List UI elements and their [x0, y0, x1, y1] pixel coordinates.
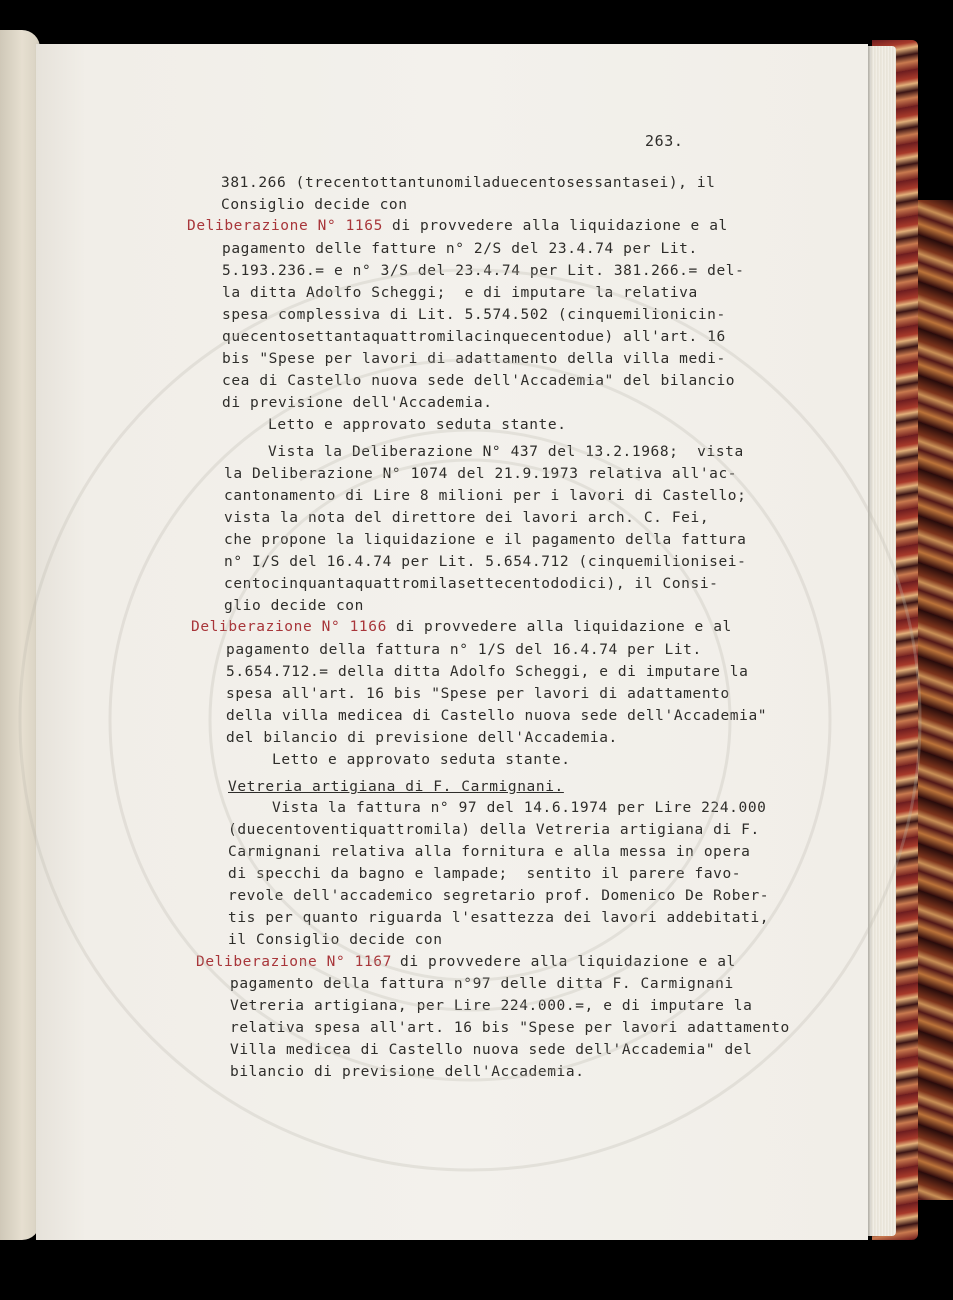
text-line: Consiglio decide con	[221, 197, 408, 213]
text-line: che propone la liquidazione e il pagamento della fattura	[224, 532, 747, 548]
deliberazione-label: Deliberazione N° 1165	[187, 218, 383, 234]
text-line: di provvedere alla liquidazione e al	[396, 619, 732, 635]
text-line: Vista la fattura n° 97 del 14.6.1974 per Lire 224.000	[272, 800, 767, 816]
deliberazione-label: Deliberazione N° 1167	[196, 954, 392, 970]
text-line: di provvedere alla liquidazione e al	[392, 218, 728, 234]
text-line: (duecentoventiquattromila) della Vetreria artigiana di F.	[228, 822, 760, 838]
text-line: pagamento della fattura n° 1/S del 16.4.74 per Lit.	[226, 642, 702, 658]
text-line: Letto e approvato seduta stante.	[268, 417, 567, 433]
text-line: Carmignani relativa alla fornitura e alla messa in opera	[228, 844, 751, 860]
text-line: 381.266 (trecentottantunomiladuecentosessantasei), il	[221, 175, 716, 191]
text-line: di provvedere alla liquidazione e al	[400, 954, 736, 970]
text-line: n° I/S del 16.4.74 per Lit. 5.654.712 (cinquemilionisei-	[224, 554, 747, 570]
text-line: revole dell'accademico segretario prof. Domenico De Rober-	[228, 888, 770, 904]
text-line: bilancio di previsione dell'Accademia.	[230, 1064, 585, 1080]
text-line: relativa spesa all'art. 16 bis "Spese per lavori adattamento	[230, 1020, 790, 1036]
text-line: di previsione dell'Accademia.	[222, 395, 493, 411]
text-line: di specchi da bagno e lampade; sentito il parere favo-	[228, 866, 742, 882]
deliberazione-label: Deliberazione N° 1166	[191, 619, 387, 635]
text-line: 5.193.236.= e n° 3/S del 23.4.74 per Lit. 381.266.= del-	[222, 263, 745, 279]
text-line: tis per quanto riguarda l'esattezza dei lavori addebitati,	[228, 910, 770, 926]
text-line: la ditta Adolfo Scheggi; e di imputare la relativa	[222, 285, 698, 301]
text-line: quecentosettantaquattromilacinquecentodue) all'art. 16	[222, 329, 726, 345]
text-line: della villa medicea di Castello nuova sede dell'Accademia"	[226, 708, 768, 724]
text-line: la Deliberazione N° 1074 del 21.9.1973 relativa all'ac-	[224, 466, 738, 482]
previous-page-edge	[0, 30, 40, 1240]
text-line: pagamento della fattura n°97 delle ditta F. Carmignani	[230, 976, 734, 992]
text-line: pagamento delle fatture n° 2/S del 23.4.74 per Lit.	[222, 241, 698, 257]
text-line: vista la nota del direttore dei lavori arch. C. Fei,	[224, 510, 710, 526]
text-line: 5.654.712.= della ditta Adolfo Scheggi, e di imputare la	[226, 664, 749, 680]
section-heading: Vetreria artigiana di F. Carmignani.	[228, 779, 564, 795]
page-number: 263.	[645, 132, 684, 150]
text-line: il Consiglio decide con	[228, 932, 443, 948]
text-line: glio decide con	[224, 598, 364, 614]
text-line: Letto e approvato seduta stante.	[272, 752, 571, 768]
text-line: Vista la Deliberazione N° 437 del 13.2.1968; vista	[268, 444, 744, 460]
text-line: spesa all'art. 16 bis "Spese per lavori di adattamento	[226, 686, 730, 702]
text-line: Villa medicea di Castello nuova sede dell'Accademia" del	[230, 1042, 753, 1058]
text-line: bis "Spese per lavori di adattamento della villa medi-	[222, 351, 726, 367]
text-line: cantonamento di Lire 8 milioni per i lavori di Castello;	[224, 488, 747, 504]
text-line: spesa complessiva di Lit. 5.574.502 (cinquemilionicin-	[222, 307, 726, 323]
text-line: centocinquantaquattromilasettecentododici), il Consi-	[224, 576, 719, 592]
text-line: cea di Castello nuova sede dell'Accademia" del bilancio	[222, 373, 736, 389]
text-line: del bilancio di previsione dell'Accademia.	[226, 730, 618, 746]
text-line: Vetreria artigiana, per Lire 224.000.=, e di imputare la	[230, 998, 753, 1014]
